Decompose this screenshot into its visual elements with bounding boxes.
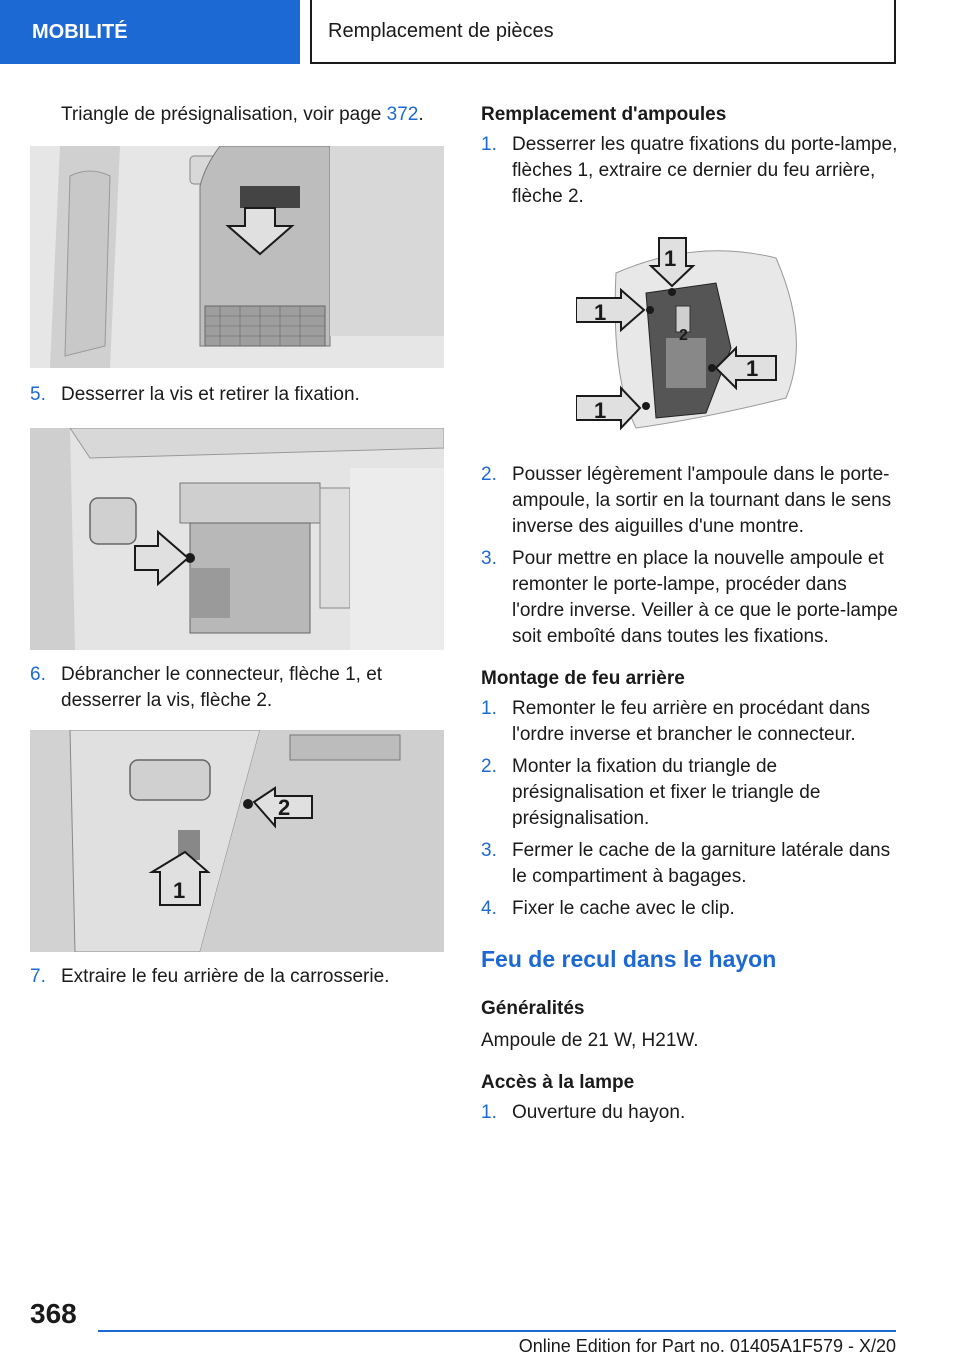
section-title-reverse-light: Feu de recul dans le hayon: [481, 946, 777, 972]
left-column: [30, 100, 444, 990]
figure-bulb-holder: [576, 228, 802, 450]
mount-step-2: 2. Monter la fixation du triangle de présignalisation et fixer le triangle de présignalisation.: [481, 756, 821, 829]
page-link[interactable]: 372: [386, 104, 419, 125]
heading-general: Généralités: [481, 998, 585, 1019]
chapter-title: Remplacement de pièces: [328, 19, 554, 42]
intro-paragraph: Triangle de présignalisation, voir page 372.: [61, 104, 424, 125]
chapter-tab[interactable]: [310, 0, 896, 64]
footer-divider: [98, 1330, 896, 1332]
page-number: 368: [30, 1298, 77, 1329]
arrow-label-2: 2: [278, 795, 291, 820]
edition-info: Online Edition for Part no. 01405A1F579 - X/20: [518, 1336, 896, 1356]
figure-connector-screw: [30, 730, 444, 952]
heading-taillight-mount: Montage de feu arrière: [481, 668, 685, 689]
holder-label-2: 2: [679, 327, 688, 344]
general-text: Ampoule de 21 W, H21W.: [481, 1030, 699, 1051]
mount-step-3: 3. Fermer le cache de la garniture latérale dans le compartiment à bagages.: [481, 840, 891, 887]
bulb-step-1: 1. Desserrer les quatre fixations du porte-lampe, flèches 1, extraire ce dernier du feu arrière, flèche 2.: [481, 134, 898, 207]
mount-step-4: 4. Fixer le cache avec le clip.: [481, 898, 735, 919]
arrow-label-1: 1: [173, 878, 186, 903]
section-tab[interactable]: [0, 0, 300, 64]
step-7: 7. Extraire le feu arrière de la carrosserie.: [30, 966, 390, 987]
holder-label-1a: 1: [664, 246, 677, 271]
bulb-step-2: 2. Pousser légèrement l'ampoule dans le porte-ampoule, la sortir en la tournant dans le sens inverse des aiguilles d'une montre.: [481, 464, 892, 537]
access-step-1: 1. Ouverture du hayon.: [481, 1102, 686, 1123]
right-column: [481, 100, 901, 1126]
step-5: 5. Desserrer la vis et retirer la fixation.: [30, 384, 360, 405]
figure-triangle-compartment: [30, 146, 444, 368]
heading-lamp-access: Accès à la lampe: [481, 1072, 635, 1093]
holder-label-1b: 1: [594, 300, 607, 325]
mount-step-1: 1. Remonter le feu arrière en procédant dans l'ordre inverse et brancher le connecteur.: [481, 698, 871, 745]
holder-label-1d: 1: [594, 398, 607, 423]
heading-bulb-replacement: Remplacement d'ampoules: [481, 104, 727, 125]
bulb-step-3: 3. Pour mettre en place la nouvelle ampoule et remonter le porte-lampe, procéder dans l'ordre inverse. Veiller à ce que le porte-lampe soit emboîté dans toutes les fixations.: [481, 548, 898, 647]
section-title: MOBILITÉ: [32, 20, 128, 43]
figure-fixation-screw: [30, 428, 444, 650]
step-6: 6. Débrancher le connecteur, flèche 1, et desserrer la vis, flèche 2.: [30, 664, 383, 711]
holder-label-1c: 1: [746, 356, 759, 381]
